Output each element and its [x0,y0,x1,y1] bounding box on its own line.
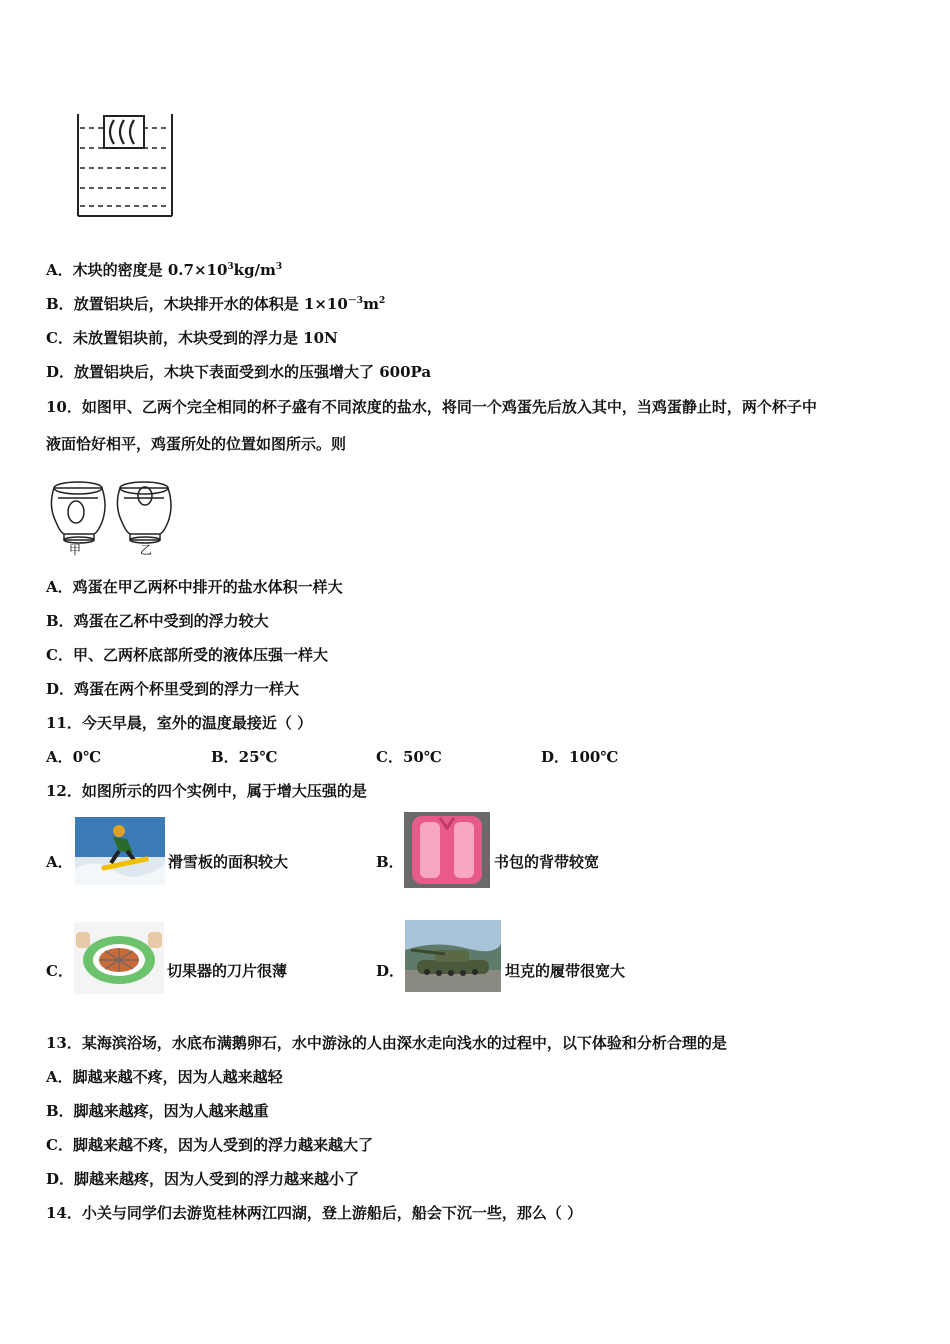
q9-option-c: C．未放置铝块前，木块受到的浮力是 10N [46,329,338,347]
q12-option-b-caption: 书包的背带较宽 [494,853,600,871]
q13-option-c: C．脚越来越不疼，因为人受到的浮力越来越大了 [46,1136,373,1154]
q12-option-c-caption: 切果器的刀片很薄 [167,962,288,980]
skier-photo-icon [75,817,165,885]
q13-option-d: D．脚越来越疼，因为人受到的浮力越来越小了 [46,1170,360,1188]
q11-option-b: B．25℃ [211,748,278,766]
q10-option-b: B．鸡蛋在乙杯中受到的浮力较大 [46,612,269,630]
q11-option-d: D．100℃ [541,748,619,766]
q12-option-a-label: A． [46,853,73,871]
q12-stem: 12．如图所示的四个实例中，属于增大压强的是 [46,782,367,800]
q10-option-a: A．鸡蛋在甲乙两杯中排开的盐水体积一样大 [46,578,343,596]
q12-option-c-label: C． [46,962,73,980]
q13-stem: 13．某海滨浴场，水底布满鹅卵石，水中游泳的人由深水走向浅水的过程中，以下体验和分析合理的是 [46,1034,727,1052]
q9-option-d: D．放置铝块后，木块下表面受到水的压强增大了 600Pa [46,363,432,381]
q12-option-b-label: B． [376,853,404,871]
q10-stem-line2: 液面恰好相平，鸡蛋所处的位置如图所示。则 [46,435,347,453]
q10-stem-line1: 10．如图甲、乙两个完全相同的杯子盛有不同浓度的盐水，将同一个鸡蛋先后放入其中，当鸡蛋静止时，两个杯子中 [46,398,817,416]
q11-option-a: A．0℃ [46,748,102,766]
fruit-cutter-photo-icon [74,922,164,994]
q14-stem: 14．小关与同学们去游览桂林两江四湖，登上游船后，船会下沉一些，那么（ ） [46,1204,583,1222]
q13-option-b: B．脚越来越疼，因为人越来越重 [46,1102,269,1120]
q13-option-a: A．脚越来越不疼，因为人越来越轻 [46,1068,283,1086]
q10-option-c: C．甲、乙两杯底部所受的液体压强一样大 [46,646,328,664]
q9-option-a: A．木块的密度是 $0.7\times 10^3kg/m^3$ [46,261,283,279]
egg-cups-figure [46,476,176,560]
q12-option-d-label: D． [376,962,405,980]
q11-options-row [46,747,906,767]
q11-stem: 11．今天早晨，室外的温度最接近（ ） [46,714,313,732]
cup-label-jia: 甲 [69,543,82,557]
q10-option-d: D．鸡蛋在两个杯里受到的浮力一样大 [46,680,300,698]
cup-label-yi: 乙 [140,543,153,557]
tank-photo-icon [405,920,501,992]
q9-option-b: B．放置铝块后，木块排开水的体积是 $1\times 10^{-3}m^2$ [46,295,386,313]
backpack-photo-icon [404,812,490,888]
q11-option-c: C．50℃ [376,748,442,766]
q12-option-d-caption: 坦克的履带很宽大 [505,962,626,980]
wood-block-tank-figure [74,110,176,220]
q12-option-a-caption: 滑雪板的面积较大 [168,853,289,871]
